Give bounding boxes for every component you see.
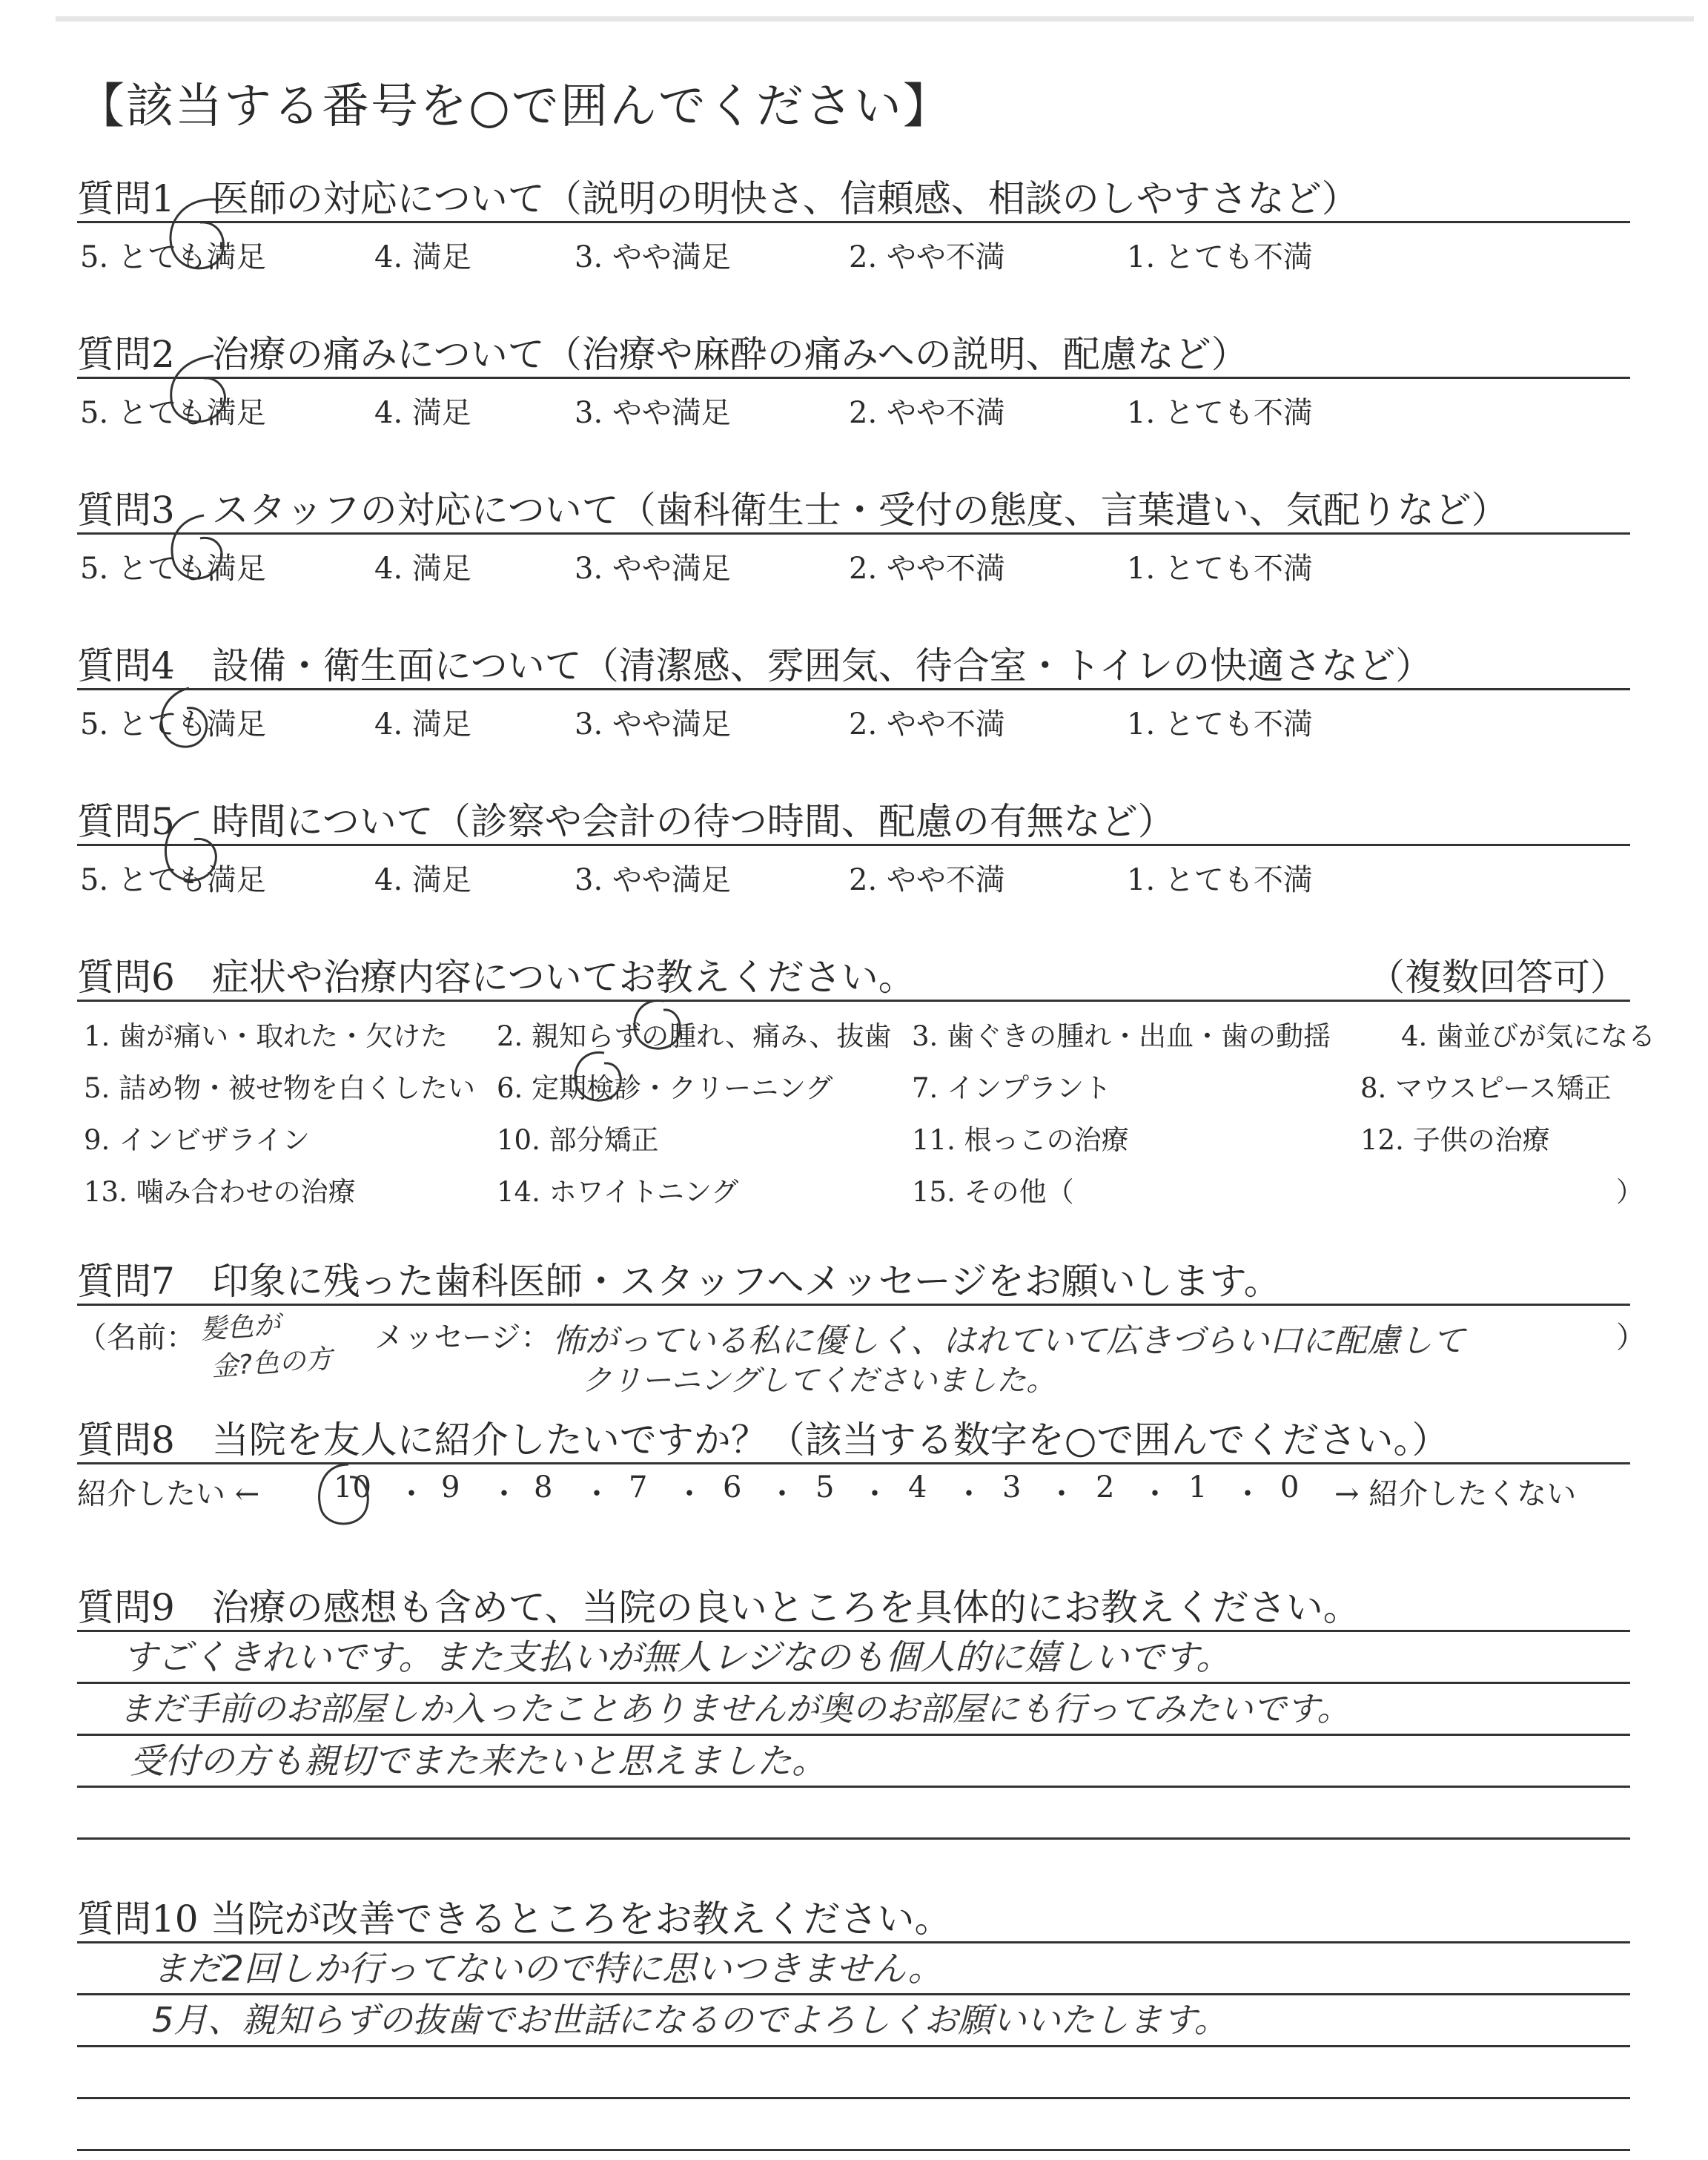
q6-item-4[interactable]: 4. 歯並びが気になる bbox=[1401, 1020, 1656, 1052]
q8-scale-4[interactable]: 4 bbox=[908, 1470, 927, 1505]
q10-answer-line2[interactable]: 5月、親知らずの抜歯でお世話になるのでよろしくお願いいたします。 bbox=[152, 2000, 1228, 2040]
q3-option-1[interactable]: 1. とても不満 bbox=[1127, 552, 1313, 586]
q6-item-9[interactable]: 9. インビザライン bbox=[84, 1124, 310, 1156]
q7-message-line1[interactable]: 怖がっている私に優しく、はれていて広きづらい口に配慮して bbox=[552, 1322, 1466, 1360]
question-6-title: 質問6 症状や治療内容についてお教えください。 bbox=[77, 956, 916, 999]
question-5-title: 質問5 時間について（診察や会計の待つ時間、配慮の有無など） bbox=[77, 800, 1175, 843]
question-4-title: 質問4 設備・衛生面について（清潔感、雰囲気、待合室・トイレの快適さなど） bbox=[77, 644, 1433, 687]
q5-selection-circle bbox=[165, 812, 216, 880]
q9-answer-line2[interactable]: まだ手前のお部屋しか入ったことありませんが奥のお部屋にも行ってみたいです。 bbox=[119, 1689, 1351, 1728]
q5-option-2[interactable]: 2. やや不満 bbox=[849, 863, 1005, 897]
q4-option-4[interactable]: 4. 満足 bbox=[374, 707, 471, 742]
q8-scale-7[interactable]: 7 bbox=[629, 1470, 648, 1505]
q6-item-10[interactable]: 10. 部分矯正 bbox=[497, 1124, 659, 1156]
q4-option-1[interactable]: 1. とても不満 bbox=[1127, 707, 1313, 742]
q8-selected-10-circle bbox=[320, 1464, 368, 1524]
question-8-title: 質問8 当院を友人に紹介したいですか？（該当する数字を○で囲んでください。） bbox=[77, 1418, 1449, 1462]
q2-option-5[interactable]: 5. とても満足 bbox=[80, 396, 266, 430]
q8-scale-10[interactable]: 10 bbox=[334, 1470, 371, 1505]
q8-sep-6: ・ bbox=[860, 1477, 890, 1511]
q6-item6-circle bbox=[575, 1052, 620, 1100]
q6-item-7[interactable]: 7. インプラント bbox=[912, 1072, 1112, 1104]
q6-item-14[interactable]: 14. ホワイトニング bbox=[497, 1176, 739, 1208]
q1-option-5[interactable]: 5. とても満足 bbox=[80, 240, 266, 274]
q7-message-label: メッセージ： bbox=[374, 1321, 551, 1355]
q4-option-5[interactable]: 5. とても満足 bbox=[80, 707, 266, 742]
q4-option-3[interactable]: 3. やや満足 bbox=[575, 707, 731, 742]
survey-instruction-header: 【該当する番号を○で囲んでください】 bbox=[77, 79, 952, 134]
q8-sep-4: ・ bbox=[675, 1477, 704, 1511]
q7-name-value-line1[interactable]: 髪色が bbox=[199, 1309, 282, 1346]
q9-answer-line3[interactable]: 受付の方も親切でまた来たいと思えました。 bbox=[130, 1741, 827, 1782]
q8-sep-2: ・ bbox=[489, 1477, 519, 1511]
q8-sep-5: ・ bbox=[767, 1477, 797, 1511]
q6-item-12[interactable]: 12. 子供の治療 bbox=[1360, 1124, 1550, 1156]
q6-item-3[interactable]: 3. 歯ぐきの腫れ・出血・歯の動揺 bbox=[912, 1020, 1331, 1052]
q3-selection-circle bbox=[172, 515, 222, 578]
question-3-title: 質問3 スタッフの対応について（歯科衛生士・受付の態度、言葉遣い、気配りなど） bbox=[77, 489, 1509, 532]
q6-item-5[interactable]: 5. 詰め物・被せ物を白くしたい bbox=[84, 1072, 476, 1104]
q8-right-label: → 紹介したくない bbox=[1334, 1477, 1577, 1511]
q4-option-2[interactable]: 2. やや不満 bbox=[849, 707, 1005, 742]
q8-scale-9[interactable]: 9 bbox=[441, 1470, 460, 1505]
q2-option-2[interactable]: 2. やや不満 bbox=[849, 396, 1005, 430]
q4-selection-circle bbox=[162, 688, 207, 747]
q3-option-2[interactable]: 2. やや不満 bbox=[849, 552, 1005, 586]
q7-name-label: （名前： bbox=[77, 1321, 196, 1355]
q5-option-5[interactable]: 5. とても満足 bbox=[80, 863, 266, 897]
q1-option-1[interactable]: 1. とても不満 bbox=[1127, 240, 1313, 274]
q6-item-8[interactable]: 8. マウスピース矯正 bbox=[1360, 1072, 1612, 1104]
question-1-title: 質問1 医師の対応について（説明の明快さ、信頼感、相談のしやすさなど） bbox=[77, 177, 1359, 220]
q8-sep-9: ・ bbox=[1140, 1477, 1170, 1511]
q7-message-line2[interactable]: クリーニングしてくださいました。 bbox=[582, 1364, 1056, 1398]
q2-option-4[interactable]: 4. 満足 bbox=[374, 396, 471, 430]
q6-item-15-close: ） bbox=[1616, 1176, 1644, 1208]
q8-scale-6[interactable]: 6 bbox=[723, 1470, 742, 1505]
q7-close-paren: ） bbox=[1616, 1321, 1646, 1355]
q3-option-5[interactable]: 5. とても満足 bbox=[80, 552, 266, 586]
question-6-multiple-note: （複数回答可） bbox=[1368, 956, 1627, 999]
q3-option-3[interactable]: 3. やや満足 bbox=[575, 552, 731, 586]
q2-selection-circle bbox=[171, 356, 225, 422]
q6-item-13[interactable]: 13. 噛み合わせの治療 bbox=[84, 1176, 356, 1208]
question-9-title: 質問9 治療の感想も含めて、当院の良いところを具体的にお教えください。 bbox=[77, 1586, 1360, 1629]
q6-item-11[interactable]: 11. 根っこの治療 bbox=[912, 1124, 1129, 1156]
q8-scale-1[interactable]: 1 bbox=[1188, 1470, 1208, 1505]
q1-selection-circle bbox=[171, 199, 223, 268]
q2-option-3[interactable]: 3. やや満足 bbox=[575, 396, 731, 430]
q5-option-1[interactable]: 1. とても不満 bbox=[1127, 863, 1313, 897]
q8-scale-3[interactable]: 3 bbox=[1002, 1470, 1022, 1505]
q5-option-3[interactable]: 3. やや満足 bbox=[575, 863, 731, 897]
q8-scale-5[interactable]: 5 bbox=[815, 1470, 835, 1505]
q9-answer-line1[interactable]: すごくきれいです。また支払いが無人レジなのも個人的に嬉しいです。 bbox=[122, 1637, 1231, 1678]
q6-item-6[interactable]: 6. 定期検診・クリーニング bbox=[497, 1072, 833, 1104]
q1-option-3[interactable]: 3. やや満足 bbox=[575, 240, 731, 274]
q8-sep-7: ・ bbox=[954, 1477, 984, 1511]
q8-scale-8[interactable]: 8 bbox=[534, 1470, 553, 1505]
q6-item-2[interactable]: 2. 親知らずの腫れ、痛み、抜歯 bbox=[497, 1020, 892, 1052]
q8-scale-2[interactable]: 2 bbox=[1096, 1470, 1115, 1505]
q8-sep-1: ・ bbox=[397, 1477, 426, 1511]
q6-item-15[interactable]: 15. その他（ bbox=[912, 1176, 1074, 1208]
q2-option-1[interactable]: 1. とても不満 bbox=[1127, 396, 1313, 430]
question-7-title: 質問7 印象に残った歯科医師・スタッフへメッセージをお願いします。 bbox=[77, 1260, 1281, 1303]
q1-option-2[interactable]: 2. やや不満 bbox=[849, 240, 1005, 274]
q5-option-4[interactable]: 4. 満足 bbox=[374, 863, 471, 897]
q1-option-4[interactable]: 4. 満足 bbox=[374, 240, 471, 274]
question-10-title: 質問10 当院が改善できるところをお教えください。 bbox=[77, 1898, 952, 1941]
q8-sep-10: ・ bbox=[1233, 1477, 1262, 1511]
q10-answer-line1[interactable]: まだ2回しか行ってないので特に思いつきません。 bbox=[152, 1949, 943, 1989]
q6-item2-circle bbox=[635, 1000, 680, 1048]
q8-scale-0[interactable]: 0 bbox=[1280, 1470, 1300, 1505]
q7-name-value-line2[interactable]: 金?色の方 bbox=[210, 1344, 334, 1383]
q8-sep-3: ・ bbox=[582, 1477, 612, 1511]
question-2-title: 質問2 治療の痛みについて（治療や麻酔の痛みへの説明、配慮など） bbox=[77, 333, 1248, 376]
q3-option-4[interactable]: 4. 満足 bbox=[374, 552, 471, 586]
q8-sep-8: ・ bbox=[1047, 1477, 1076, 1511]
q8-left-label: 紹介したい ← bbox=[77, 1477, 260, 1511]
q6-item-1[interactable]: 1. 歯が痛い・取れた・欠けた bbox=[84, 1020, 448, 1052]
